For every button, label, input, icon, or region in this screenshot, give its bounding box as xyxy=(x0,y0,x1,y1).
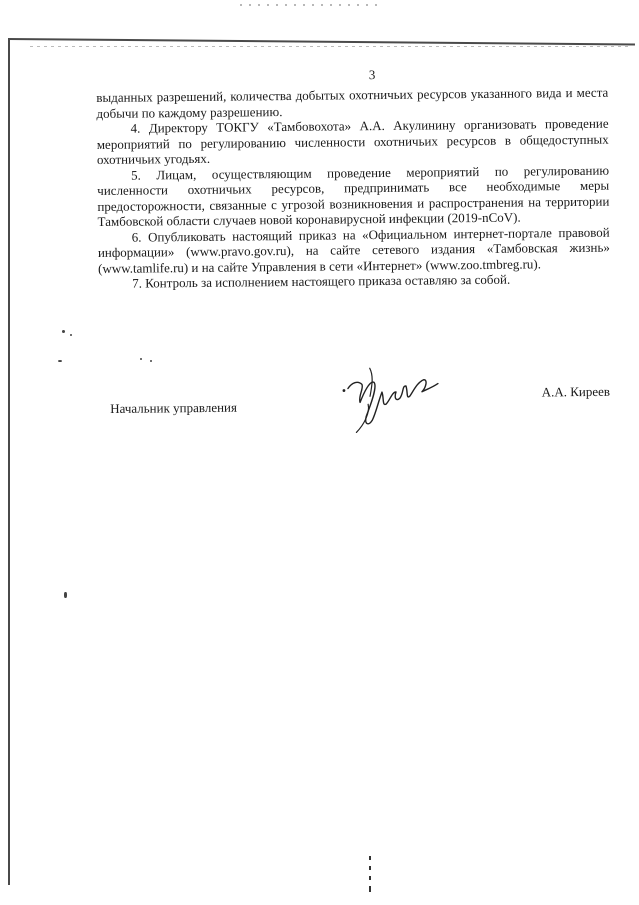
handwritten-signature xyxy=(340,361,451,442)
scan-speck xyxy=(62,330,65,333)
scan-speck xyxy=(150,360,152,362)
document-page xyxy=(96,65,610,292)
paragraph-item-6: 6. Опубликовать настоящий приказ на «Официальном интернет-портале правовой информации» (www.pravo.gov.ru), на сайте сетевого издания «Тамбовская жизнь» (www.tamlife.ru) и на сайте Управления в сети «Интернет» (www.zoo.tmbreg.ru). xyxy=(97,224,610,276)
scan-speck xyxy=(140,358,142,360)
paragraph-continuation: выданных разрешений, количества добытых охотничьих ресурсов указанного вида и места добычи по каждому разрешению. xyxy=(96,84,609,121)
scan-artifact-top xyxy=(240,4,380,6)
paragraph-item-5: 5. Лицам, осуществляющим проведение мероприятий по регулированию численности охотничьих ресурсов, предпринимать все необходимые меры предосторожности, связанные с угрозой возникновения и распространения на территории Тамбовской области случаев новой коронавирусной инфекции (2019-nCoV). xyxy=(97,162,610,229)
scan-artifact-bottom xyxy=(366,856,374,896)
scan-border-left xyxy=(8,40,10,885)
paragraph-item-7: 7. Контроль за исполнением настоящего приказа оставляю за собой. xyxy=(132,271,511,291)
paragraph-item-4: 4. Директору ТОКГУ «Тамбовохота» А.А. Акулинину организовать проведение мероприятий по регулированию численности охотничьих ресурсов в общедоступных охотничьих угодьях. xyxy=(96,115,609,167)
scan-speck xyxy=(70,334,72,336)
signatory-position: Начальник управления xyxy=(110,399,238,416)
scan-speck xyxy=(64,592,67,598)
signatory-name: А.А. Киреев xyxy=(541,383,611,400)
scan-border-top xyxy=(8,38,635,45)
scan-speck xyxy=(58,360,62,362)
page-number: 3 xyxy=(368,67,376,83)
scan-border-top-faint xyxy=(30,46,629,47)
signature-block xyxy=(110,383,611,455)
